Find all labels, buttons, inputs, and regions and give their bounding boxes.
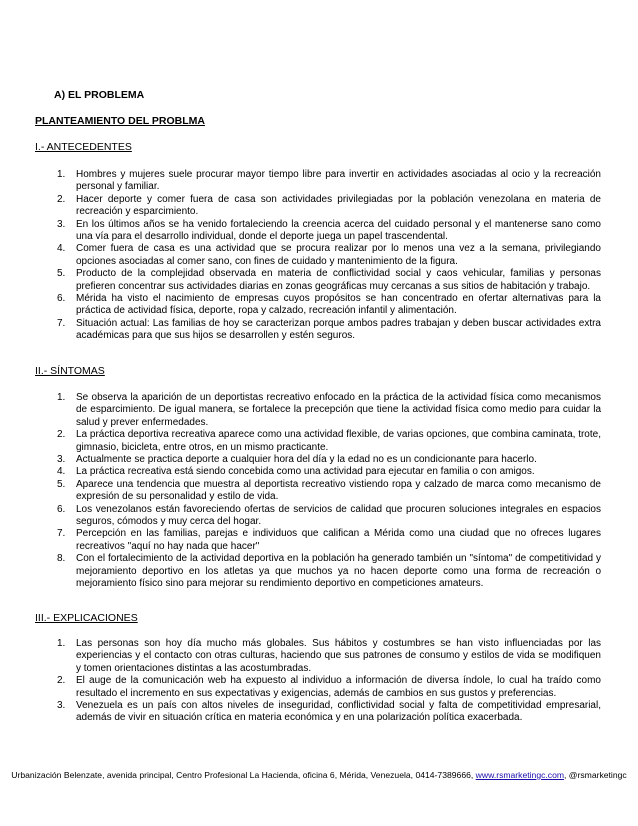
item-text: Venezuela es un país con altos niveles de inseguridad, conflictividad social y falta de competitividad empresarial, además de vivir en situación crítica en materia económica y en una polarización política exacerbada. (76, 700, 601, 724)
item-number: 6. (57, 503, 66, 515)
section-title-sintomas: II.- SÍNTOMAS (35, 365, 105, 377)
footer-address: Urbanización Belenzate, avenida principal, Centro Profesional La Hacienda, oficina 6, Mérida, Venezuela, 0414-7389666, (11, 770, 476, 780)
list-item (0, 243, 601, 268)
section-heading-problem: A) EL PROBLEMA (54, 89, 145, 101)
list-item (0, 268, 601, 293)
footer-website-link[interactable]: www.rsmarketingc.com (475, 770, 565, 780)
footer-handle: , @rsmarketingc (564, 770, 627, 780)
item-number: 5. (57, 268, 66, 280)
item-text: La práctica recreativa está siendo concebida como una actividad para ejecutar en familia o con amigos. (76, 466, 535, 478)
item-number: 7. (57, 317, 66, 329)
antecedentes-list (0, 169, 601, 343)
item-number: 1. (57, 169, 66, 180)
list-item (0, 528, 601, 553)
item-number: 1. (57, 638, 66, 649)
item-text: Percepción en las familias, parejas e individuos que califican a Mérida como una ciudad que no ofreces lugares recreativos "aquí no hay nada que hacer" (76, 528, 601, 552)
item-text: Aparece una tendencia que muestra al deportista recreativo vistiendo ropa y calzado de marca como mecanismo de expresión de su personalidad y estilo de vida. (76, 478, 601, 503)
item-number: 3. (57, 700, 66, 712)
item-number: 3. (57, 218, 66, 230)
list-item (0, 553, 601, 590)
sintomas-list (0, 392, 601, 591)
list-item (0, 194, 601, 219)
item-number: 5. (57, 478, 66, 490)
item-number: 2. (57, 675, 66, 687)
list-item (0, 429, 601, 454)
list-item (0, 504, 601, 529)
item-text: Producto de la complejidad observada en materia de conflictividad social y caos vehicular, familias y personas prefieren concentrar sus actividades diarias en zonas geográficas muy cercanas a sus sitios de habitación y trabajo. (76, 268, 601, 292)
list-item (0, 169, 601, 194)
item-text: Comer fuera de casa es una actividad que se procura realizar por lo menos una vez a la semana, privilegiando opciones asociadas al comer sano, con fines de cuidado y mantenimiento de la figura. (76, 243, 601, 267)
list-item (0, 392, 601, 429)
item-number: 2. (57, 193, 66, 205)
list-item (0, 675, 601, 700)
item-text: Con el fortalecimiento de la actividad deportiva en la población ha generado también un "síntoma" de competitividad y mejoramiento deportivo en los atletas ya que muchos ya no hacen deporte como una forma de recreación o mejoramiento físico sino para mejorar su rendimiento deportivo en competiciones amateurs. (76, 553, 601, 590)
item-text: Actualmente se practica deporte a cualquier hora del día y la edad no es un condicionante para hacerlo. (76, 454, 537, 466)
list-item (0, 318, 601, 343)
item-number: 2. (57, 429, 66, 441)
item-number: 3. (57, 454, 66, 466)
item-text: Las personas son hoy día mucho más globales. Sus hábitos y costumbres se han visto influenciadas por las experiencias y el contacto con otras culturas, haciendo que sus patrones de consumo y estilos de vida se modifiquen y tomen orientaciones distintas a las acostumbradas. (76, 638, 601, 674)
section-title-antecedentes: I.- ANTECEDENTES (35, 141, 132, 153)
item-text: En los últimos años se ha venido fortaleciendo la creencia acerca del cuidado personal y el mantenerse sano como una vía para el desarrollo individual, donde el deporte juega un papel trascendental. (76, 218, 601, 243)
item-text: El auge de la comunicación web ha expuesto al individuo a información de diversa índole, lo cual ha traído como resultado el incremento en sus expectativas y exigencias, además de cambios en sus gustos y preferencias. (76, 675, 601, 699)
item-number: 8. (57, 553, 66, 565)
item-number: 7. (57, 528, 66, 540)
page-footer (0, 770, 638, 780)
list-item (0, 479, 601, 504)
item-text: Mérida ha visto el nacimiento de empresas cuyos propósitos se han concentrado en ofertar alternativas para la práctica de actividad física, deporte, ropa y calzado, recreación infantil y alimentación. (76, 293, 601, 317)
section-title-explicaciones: III.- EXPLICACIONES (35, 612, 138, 624)
item-text: Se observa la aparición de un deportistas recreativo enfocado en la práctica de la actividad física como mecanismos de esparcimiento. De igual manera, se fortalece la precepción que tiene la actividad física como medio para cuidar la salud y prever enfermedades. (76, 392, 601, 428)
item-number: 6. (57, 293, 66, 305)
item-number: 4. (57, 466, 66, 478)
list-item (0, 219, 601, 244)
page-title: PLANTEAMIENTO DEL PROBLMA (35, 115, 205, 127)
item-number: 4. (57, 243, 66, 255)
item-text: Hacer deporte y comer fuera de casa son actividades privilegiadas por la población venezolana en materia de recreación y esparcimiento. (76, 193, 601, 218)
item-number: 1. (57, 392, 66, 403)
item-text: Situación actual: Las familias de hoy se caracterizan porque ambos padres trabajan y deben buscar actividades extra académicas para que sus hijos se desarrollen y estén seguros. (76, 317, 601, 342)
list-item (0, 454, 601, 466)
list-item (0, 638, 601, 675)
item-text: Hombres y mujeres suele procurar mayor tiempo libre para invertir en actividades asociadas al ocio y la recreación personal y familiar. (76, 169, 601, 193)
item-text: Los venezolanos están favoreciendo ofertas de servicios de calidad que procuren soluciones integrales en espacios seguros, cómodos y muy cerca del hogar. (76, 503, 601, 528)
explicaciones-list (0, 638, 601, 725)
item-text: La práctica deportiva recreativa aparece como una actividad flexible, de varias opciones, que combina caminata, trote, gimnasio, bicicleta, entre otros, en un mismo practicante. (76, 429, 601, 453)
list-item (0, 700, 601, 725)
list-item (0, 293, 601, 318)
list-item (0, 466, 601, 478)
